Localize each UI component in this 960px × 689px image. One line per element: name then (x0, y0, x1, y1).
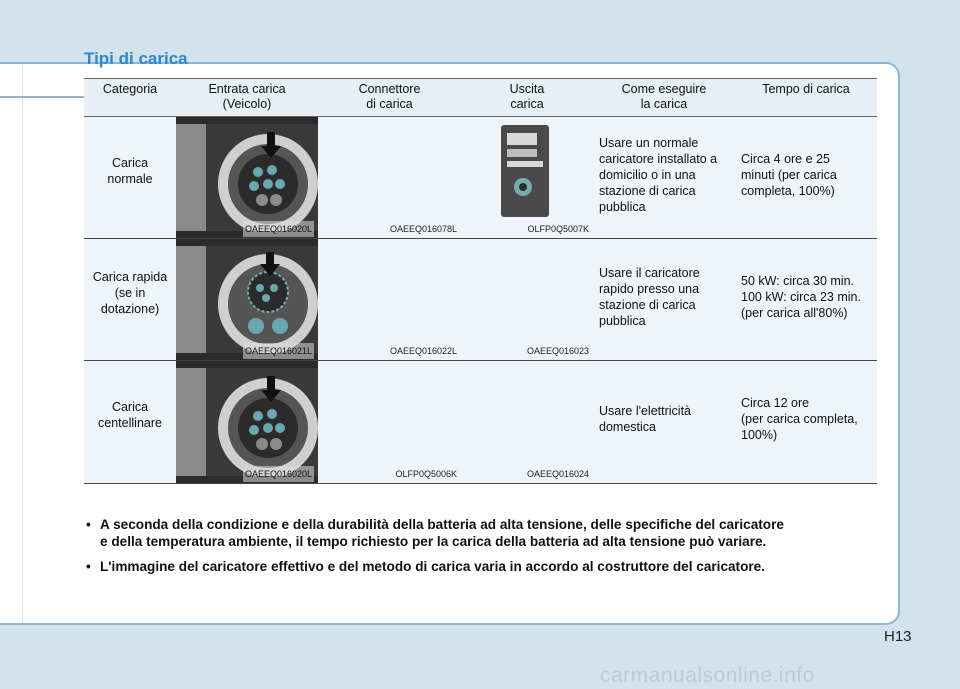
method-cell: Usare il caricatore rapido presso una stazione di carica pubblica (593, 239, 735, 361)
duration-cell: 50 kW: circa 30 min. 100 kW: circa 23 min. (per carica all'80%) (735, 239, 877, 361)
charging-types-table (84, 78, 877, 484)
image-code: OAEEQ016022L (389, 346, 457, 356)
fast-charging-inlet-photo (176, 246, 318, 353)
connector-image-cell (318, 239, 461, 361)
header-connector: Connettore di carica (318, 79, 461, 117)
category-cell: Carica rapida (se in dotazione) (84, 239, 176, 361)
image-code: OAEEQ016078L (389, 224, 457, 234)
image-code: OAEEQ016021L (243, 343, 314, 359)
table-row (84, 117, 877, 239)
header-how: Come eseguire la carica (593, 79, 735, 117)
wall-charger-icon (501, 125, 549, 217)
bullet: • (86, 559, 91, 574)
method-cell: Usare l'elettricità domestica (593, 361, 735, 484)
bullet: • (86, 517, 91, 532)
duration-cell: Circa 12 ore (per carica completa, 100%) (735, 361, 877, 484)
image-code: OAEEQ016023 (526, 346, 589, 356)
output-image-cell (461, 361, 593, 484)
category-cell: Carica normale (84, 117, 176, 239)
inlet-image-cell (176, 117, 318, 239)
table-row (84, 239, 877, 361)
note-item: • A seconda della condizione e della durabilità della batteria ad alta tensione, delle specifiche del caricatore e della temperatura ambiente, il tempo richiesto per la carica della batteria ad alta tensione può variare. (86, 517, 784, 549)
header-time: Tempo di carica (735, 79, 877, 117)
inlet-image-cell (176, 239, 318, 361)
image-code: OLFP0Q5007K (527, 224, 589, 234)
margin-rule (22, 64, 23, 623)
notes-list (84, 516, 884, 583)
header-inlet: Entrata carica (Veicolo) (176, 79, 318, 117)
charging-inlet-photo (176, 124, 318, 231)
page-number: H13 (884, 628, 912, 645)
image-code: OLFP0Q5006K (395, 469, 457, 479)
method-cell: Usare un normale caricatore installato a domicilio o in una stazione di carica pubblica (593, 117, 735, 239)
charging-inlet-photo (176, 368, 318, 476)
inlet-image-cell (176, 361, 318, 484)
image-code: OAEEQ016024 (526, 469, 589, 479)
table-row (84, 361, 877, 484)
connector-image-cell (318, 361, 461, 484)
header-category: Categoria (84, 79, 176, 117)
table-header-row (84, 79, 877, 117)
section-title: Tipi di carica (84, 49, 188, 68)
image-code: OAEEQ016020L (243, 466, 314, 482)
output-image-cell (461, 239, 593, 361)
note-item: • L'immagine del caricatore effettivo e del metodo di carica varia in accordo al costruttore del caricatore. (86, 559, 766, 574)
duration-cell: Circa 4 ore e 25 minuti (per carica completa, 100%) (735, 117, 877, 239)
output-image-cell (461, 117, 593, 239)
header-output: Uscita carica (461, 79, 593, 117)
image-code: OAEEQ016020L (243, 221, 314, 237)
connector-image-cell (318, 117, 461, 239)
category-cell: Carica centellinare (84, 361, 176, 484)
watermark: carmanualsonline.info (600, 664, 815, 687)
